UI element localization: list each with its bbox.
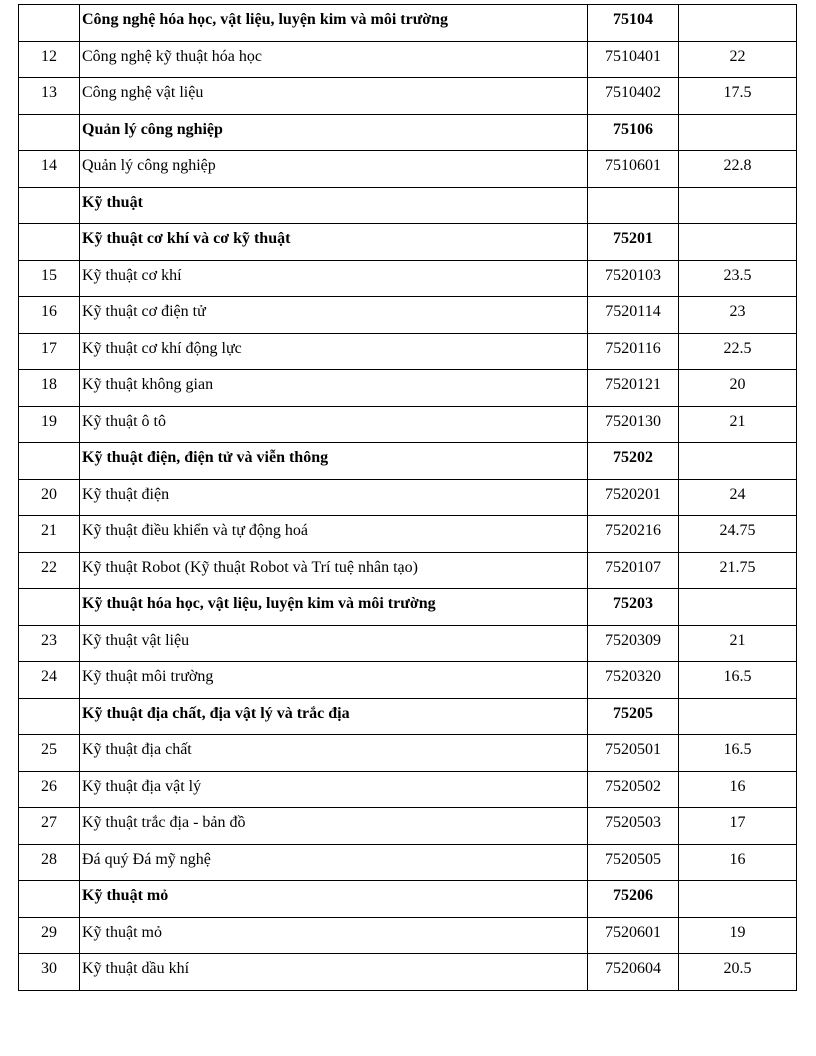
major-code-cell: 7510401 bbox=[588, 41, 679, 78]
major-name-cell: Kỹ thuật dầu khí bbox=[80, 954, 588, 991]
row-number-cell: 26 bbox=[19, 771, 80, 808]
row-number-cell: 22 bbox=[19, 552, 80, 589]
major-name-cell: Kỹ thuật cơ khí bbox=[80, 260, 588, 297]
major-code-cell: 75206 bbox=[588, 881, 679, 918]
score-cell bbox=[679, 5, 797, 42]
major-name-cell: Kỹ thuật mỏ bbox=[80, 881, 588, 918]
score-cell: 21.75 bbox=[679, 552, 797, 589]
major-code-cell: 7520121 bbox=[588, 370, 679, 407]
table-row bbox=[19, 735, 797, 772]
table-row bbox=[19, 625, 797, 662]
row-number-cell: 17 bbox=[19, 333, 80, 370]
admission-score-table bbox=[18, 4, 797, 991]
major-name-cell: Công nghệ kỹ thuật hóa học bbox=[80, 41, 588, 78]
major-code-cell: 7520107 bbox=[588, 552, 679, 589]
group-header-row bbox=[19, 114, 797, 151]
major-name-cell: Kỹ thuật điều khiển và tự động hoá bbox=[80, 516, 588, 553]
table-body bbox=[19, 5, 797, 991]
major-code-cell: 75202 bbox=[588, 443, 679, 480]
major-code-cell: 7520103 bbox=[588, 260, 679, 297]
major-code-cell: 7520505 bbox=[588, 844, 679, 881]
row-number-cell: 21 bbox=[19, 516, 80, 553]
table-row bbox=[19, 954, 797, 991]
major-code-cell: 7520130 bbox=[588, 406, 679, 443]
row-number-cell: 16 bbox=[19, 297, 80, 334]
major-name-cell: Quản lý công nghiệp bbox=[80, 151, 588, 188]
row-number-cell: 18 bbox=[19, 370, 80, 407]
major-name-cell: Kỹ thuật trắc địa - bản đồ bbox=[80, 808, 588, 845]
score-cell: 22.5 bbox=[679, 333, 797, 370]
major-code-cell: 7520502 bbox=[588, 771, 679, 808]
major-name-cell: Kỹ thuật hóa học, vật liệu, luyện kim và môi trường bbox=[80, 589, 588, 626]
score-cell bbox=[679, 881, 797, 918]
row-number-cell bbox=[19, 589, 80, 626]
table-row bbox=[19, 516, 797, 553]
major-name-cell: Kỹ thuật vật liệu bbox=[80, 625, 588, 662]
row-number-cell: 25 bbox=[19, 735, 80, 772]
major-code-cell: 7520201 bbox=[588, 479, 679, 516]
major-name-cell: Kỹ thuật cơ điện tử bbox=[80, 297, 588, 334]
major-name-cell: Công nghệ vật liệu bbox=[80, 78, 588, 115]
major-name-cell: Kỹ thuật điện, điện tử và viễn thông bbox=[80, 443, 588, 480]
major-code-cell: 7520503 bbox=[588, 808, 679, 845]
major-name-cell: Kỹ thuật Robot (Kỹ thuật Robot và Trí tuệ nhân tạo) bbox=[80, 552, 588, 589]
major-name-cell: Kỹ thuật mỏ bbox=[80, 917, 588, 954]
row-number-cell bbox=[19, 881, 80, 918]
major-code-cell: 75104 bbox=[588, 5, 679, 42]
group-header-row bbox=[19, 224, 797, 261]
row-number-cell: 23 bbox=[19, 625, 80, 662]
table-row bbox=[19, 552, 797, 589]
table-row bbox=[19, 333, 797, 370]
major-name-cell: Kỹ thuật không gian bbox=[80, 370, 588, 407]
score-cell: 21 bbox=[679, 406, 797, 443]
row-number-cell: 27 bbox=[19, 808, 80, 845]
group-header-row bbox=[19, 443, 797, 480]
score-cell: 19 bbox=[679, 917, 797, 954]
score-cell bbox=[679, 187, 797, 224]
major-code-cell: 7520116 bbox=[588, 333, 679, 370]
table-row bbox=[19, 297, 797, 334]
score-cell: 20 bbox=[679, 370, 797, 407]
table-row bbox=[19, 808, 797, 845]
table-row bbox=[19, 406, 797, 443]
group-header-row bbox=[19, 5, 797, 42]
admission-score-table-container bbox=[18, 4, 796, 991]
major-code-cell: 7510601 bbox=[588, 151, 679, 188]
major-name-cell: Kỹ thuật địa chất, địa vật lý và trắc địa bbox=[80, 698, 588, 735]
major-name-cell: Kỹ thuật bbox=[80, 187, 588, 224]
major-code-cell: 75205 bbox=[588, 698, 679, 735]
major-code-cell: 7520604 bbox=[588, 954, 679, 991]
major-name-cell: Quản lý công nghiệp bbox=[80, 114, 588, 151]
major-code-cell: 7520216 bbox=[588, 516, 679, 553]
major-name-cell: Đá quý Đá mỹ nghệ bbox=[80, 844, 588, 881]
major-code-cell: 7520320 bbox=[588, 662, 679, 699]
score-cell: 16.5 bbox=[679, 662, 797, 699]
score-cell bbox=[679, 114, 797, 151]
row-number-cell: 30 bbox=[19, 954, 80, 991]
score-cell bbox=[679, 224, 797, 261]
row-number-cell bbox=[19, 224, 80, 261]
row-number-cell: 20 bbox=[19, 479, 80, 516]
score-cell: 17.5 bbox=[679, 78, 797, 115]
row-number-cell: 12 bbox=[19, 41, 80, 78]
table-row bbox=[19, 479, 797, 516]
row-number-cell: 24 bbox=[19, 662, 80, 699]
row-number-cell bbox=[19, 187, 80, 224]
table-row bbox=[19, 771, 797, 808]
table-row bbox=[19, 260, 797, 297]
score-cell: 20.5 bbox=[679, 954, 797, 991]
table-row bbox=[19, 151, 797, 188]
score-cell bbox=[679, 589, 797, 626]
score-cell: 16 bbox=[679, 771, 797, 808]
row-number-cell: 28 bbox=[19, 844, 80, 881]
row-number-cell bbox=[19, 443, 80, 480]
table-row bbox=[19, 844, 797, 881]
major-code-cell: 7510402 bbox=[588, 78, 679, 115]
row-number-cell bbox=[19, 114, 80, 151]
major-code-cell: 75203 bbox=[588, 589, 679, 626]
table-row bbox=[19, 917, 797, 954]
score-cell: 22 bbox=[679, 41, 797, 78]
table-row bbox=[19, 370, 797, 407]
score-cell: 17 bbox=[679, 808, 797, 845]
row-number-cell bbox=[19, 698, 80, 735]
score-cell: 24.75 bbox=[679, 516, 797, 553]
major-code-cell: 75106 bbox=[588, 114, 679, 151]
row-number-cell bbox=[19, 5, 80, 42]
row-number-cell: 15 bbox=[19, 260, 80, 297]
major-name-cell: Kỹ thuật môi trường bbox=[80, 662, 588, 699]
major-name-cell: Kỹ thuật cơ khí và cơ kỹ thuật bbox=[80, 224, 588, 261]
major-name-cell: Kỹ thuật cơ khí động lực bbox=[80, 333, 588, 370]
score-cell bbox=[679, 698, 797, 735]
score-cell: 21 bbox=[679, 625, 797, 662]
table-row bbox=[19, 662, 797, 699]
score-cell: 16.5 bbox=[679, 735, 797, 772]
major-code-cell bbox=[588, 187, 679, 224]
group-header-row bbox=[19, 881, 797, 918]
major-code-cell: 7520601 bbox=[588, 917, 679, 954]
group-header-row bbox=[19, 187, 797, 224]
score-cell bbox=[679, 443, 797, 480]
score-cell: 24 bbox=[679, 479, 797, 516]
major-name-cell: Công nghệ hóa học, vật liệu, luyện kim và môi trường bbox=[80, 5, 588, 42]
major-code-cell: 7520501 bbox=[588, 735, 679, 772]
major-code-cell: 7520309 bbox=[588, 625, 679, 662]
row-number-cell: 14 bbox=[19, 151, 80, 188]
row-number-cell: 29 bbox=[19, 917, 80, 954]
major-name-cell: Kỹ thuật địa chất bbox=[80, 735, 588, 772]
score-cell: 23.5 bbox=[679, 260, 797, 297]
major-name-cell: Kỹ thuật điện bbox=[80, 479, 588, 516]
major-code-cell: 7520114 bbox=[588, 297, 679, 334]
major-code-cell: 75201 bbox=[588, 224, 679, 261]
score-cell: 23 bbox=[679, 297, 797, 334]
group-header-row bbox=[19, 698, 797, 735]
score-cell: 16 bbox=[679, 844, 797, 881]
table-row bbox=[19, 41, 797, 78]
major-name-cell: Kỹ thuật ô tô bbox=[80, 406, 588, 443]
group-header-row bbox=[19, 589, 797, 626]
score-cell: 22.8 bbox=[679, 151, 797, 188]
table-row bbox=[19, 78, 797, 115]
row-number-cell: 19 bbox=[19, 406, 80, 443]
row-number-cell: 13 bbox=[19, 78, 80, 115]
major-name-cell: Kỹ thuật địa vật lý bbox=[80, 771, 588, 808]
